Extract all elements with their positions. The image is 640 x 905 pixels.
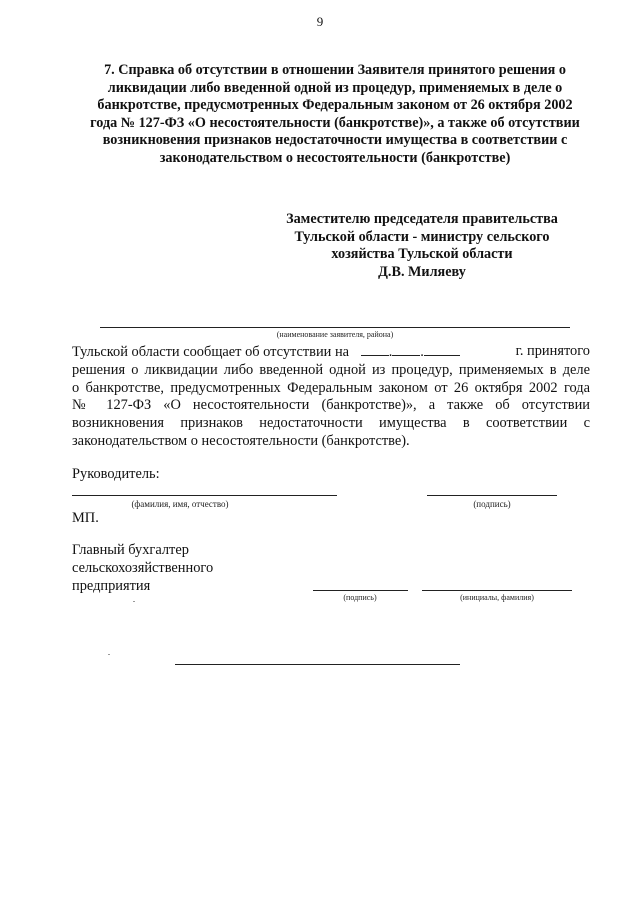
date-separator: . [388,344,393,360]
body-line: возникновения признаков недостаточности имущества в соответствии с [72,415,590,432]
title-line: года № 127-ФЗ «О несостоятельности (банкротстве)», а также об отсутствии [90,114,580,131]
accountant-initials-field[interactable] [422,590,572,591]
body-first-line [72,343,590,362]
title-line: законодательством о несостоятельности (банкротстве) [159,149,511,166]
accountant-initials-caption: (инициалы, фамилия) [460,593,534,602]
stamp-place-label: МП. [72,510,99,526]
scan-speck [133,601,135,602]
head-signature-caption: (подпись) [473,499,511,509]
head-signature-field[interactable] [427,495,557,496]
accountant-line: сельскохозяйственного [72,559,214,576]
applicant-name-caption: (наименование заявителя, района) [276,330,394,339]
accountant-block [72,542,213,595]
body-text: Тульской области сообщает об отсутствии на [72,344,350,360]
closing-separator [175,664,460,665]
applicant-name-field[interactable] [100,327,570,328]
addressee-block [262,211,582,281]
scan-speck [108,654,110,655]
addressee-line: Тульской области - министру сельского [294,228,550,245]
addressee-line: Заместителю председателя правительства [286,211,558,227]
head-fio-caption: (фамилия, имя, отчество) [131,499,229,509]
document-title [70,62,600,168]
body-line: № 127-ФЗ «О несостоятельности (банкротстве)», а также об отсутствии [72,397,590,414]
title-line: банкротстве, предусмотренных Федеральным законом от 26 октября 2002 [97,97,573,114]
addressee-line: Д.В. Миляеву [378,263,466,280]
body-line: законодательством о несостоятельности (банкротстве). [72,432,410,449]
title-line: 7. Справка об отсутствии в отношении Заявителя принятого решения о [104,62,566,78]
addressee-line: хозяйства Тульской области [331,246,513,263]
body-text: г. принятого [515,343,590,359]
accountant-signature-field[interactable] [313,590,408,591]
date-separator: . [420,344,424,360]
title-line: возникновения признаков недостаточности имущества в соответствии с [102,132,568,149]
title-line: ликвидации либо введенной одной из процедур, применяемых в деле о [107,79,563,96]
page-number: 9 [316,14,324,29]
body-line: о банкротстве, предусмотренных Федеральным законом от 26 октября 2002 года [72,379,590,396]
date-month-field[interactable] [392,343,420,356]
date-day-field[interactable] [361,343,389,356]
head-label: Руководитель: [72,466,160,482]
accountant-signature-caption: (подпись) [343,593,377,602]
date-year-field[interactable] [424,343,460,356]
body-paragraph [72,343,590,451]
head-fio-field[interactable] [72,495,337,496]
accountant-line: предприятия [72,577,151,594]
body-line: решения о ликвидации либо введенной одной из процедур, применяемых в деле [72,361,590,378]
accountant-line: Главный бухгалтер [72,542,189,558]
